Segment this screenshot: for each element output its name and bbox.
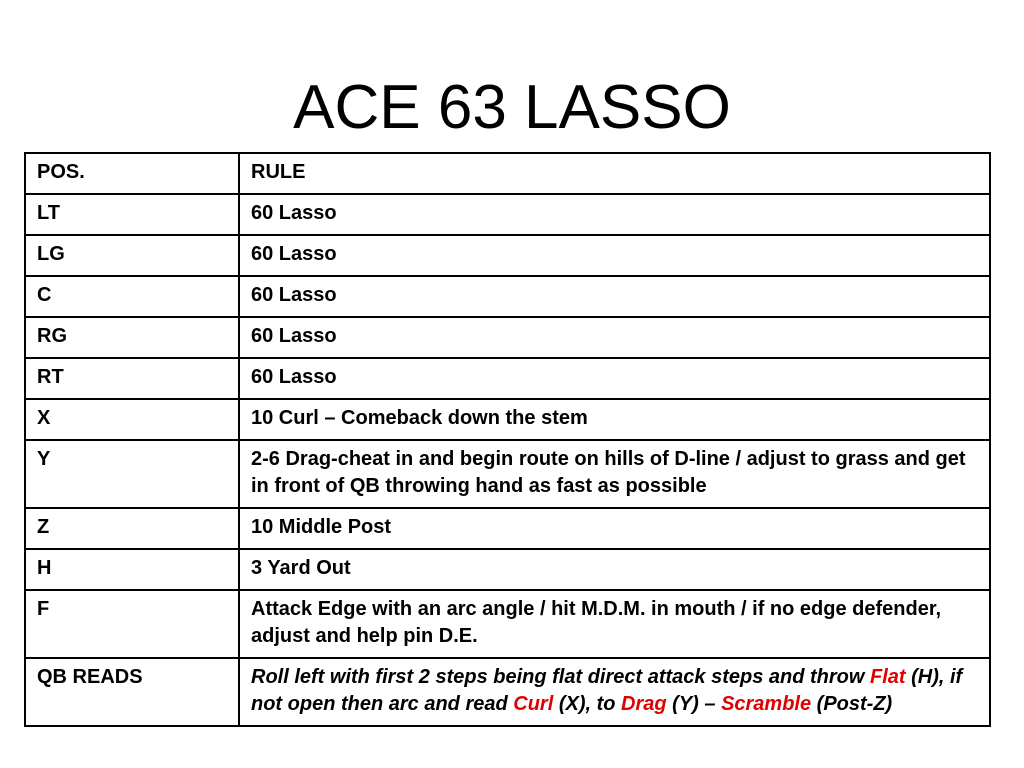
rule-cell: 3 Yard Out: [239, 549, 990, 590]
header-pos: POS.: [25, 153, 239, 194]
read-curl: Curl: [513, 693, 554, 715]
table-row: [25, 549, 990, 590]
rule-cell: 60 Lasso: [239, 317, 990, 358]
position-cell: Z: [25, 508, 239, 549]
header-rule: RULE: [239, 153, 990, 194]
rule-cell: 60 Lasso: [239, 194, 990, 235]
rule-cell: 60 Lasso: [239, 276, 990, 317]
table-row: [25, 590, 990, 658]
position-cell: LG: [25, 235, 239, 276]
qb-reads-text-4: (Y) –: [666, 693, 722, 715]
rule-cell: 10 Curl – Comeback down the stem: [239, 399, 990, 440]
table-row: [25, 440, 990, 508]
position-cell: Y: [25, 440, 239, 508]
position-cell: C: [25, 276, 239, 317]
position-cell: RT: [25, 358, 239, 399]
rule-cell: 2-6 Drag-cheat in and begin route on hills of D-line / adjust to grass and get in front of QB throwing hand as fast as possible: [239, 440, 990, 508]
read-scramble: Scramble: [721, 693, 812, 715]
read-flat: Flat: [870, 666, 906, 688]
position-cell: H: [25, 549, 239, 590]
qb-reads-text-3: (X), to: [553, 693, 622, 715]
qb-reads-text-2: (H), if not open then arc and read: [251, 666, 963, 715]
read-drag: Drag: [621, 693, 667, 715]
table-row: [25, 399, 990, 440]
position-cell: RG: [25, 317, 239, 358]
qb-reads-row: [25, 658, 990, 726]
page-title: ACE 63 LASSO: [293, 73, 731, 142]
table-row: [25, 194, 990, 235]
rule-cell: Attack Edge with an arc angle / hit M.D.M. in mouth / if no edge defender, adjust and help pin D.E.: [239, 590, 990, 658]
qb-reads-text-1: Roll left with first 2 steps being flat direct attack steps and throw: [251, 666, 870, 688]
rule-cell: 10 Middle Post: [239, 508, 990, 549]
qb-reads-rule: [239, 658, 990, 726]
qb-reads-text-5: (Post-Z): [811, 693, 893, 715]
rule-cell: 60 Lasso: [239, 358, 990, 399]
table-row: [25, 276, 990, 317]
qb-reads-label: QB READS: [25, 658, 239, 726]
position-cell: X: [25, 399, 239, 440]
table-row: [25, 235, 990, 276]
position-cell: LT: [25, 194, 239, 235]
position-cell: F: [25, 590, 239, 658]
table-header-row: [25, 153, 990, 194]
table-row: [25, 317, 990, 358]
table-row: [25, 508, 990, 549]
table-row: [25, 358, 990, 399]
rules-table: [24, 152, 991, 727]
rule-cell: 60 Lasso: [239, 235, 990, 276]
